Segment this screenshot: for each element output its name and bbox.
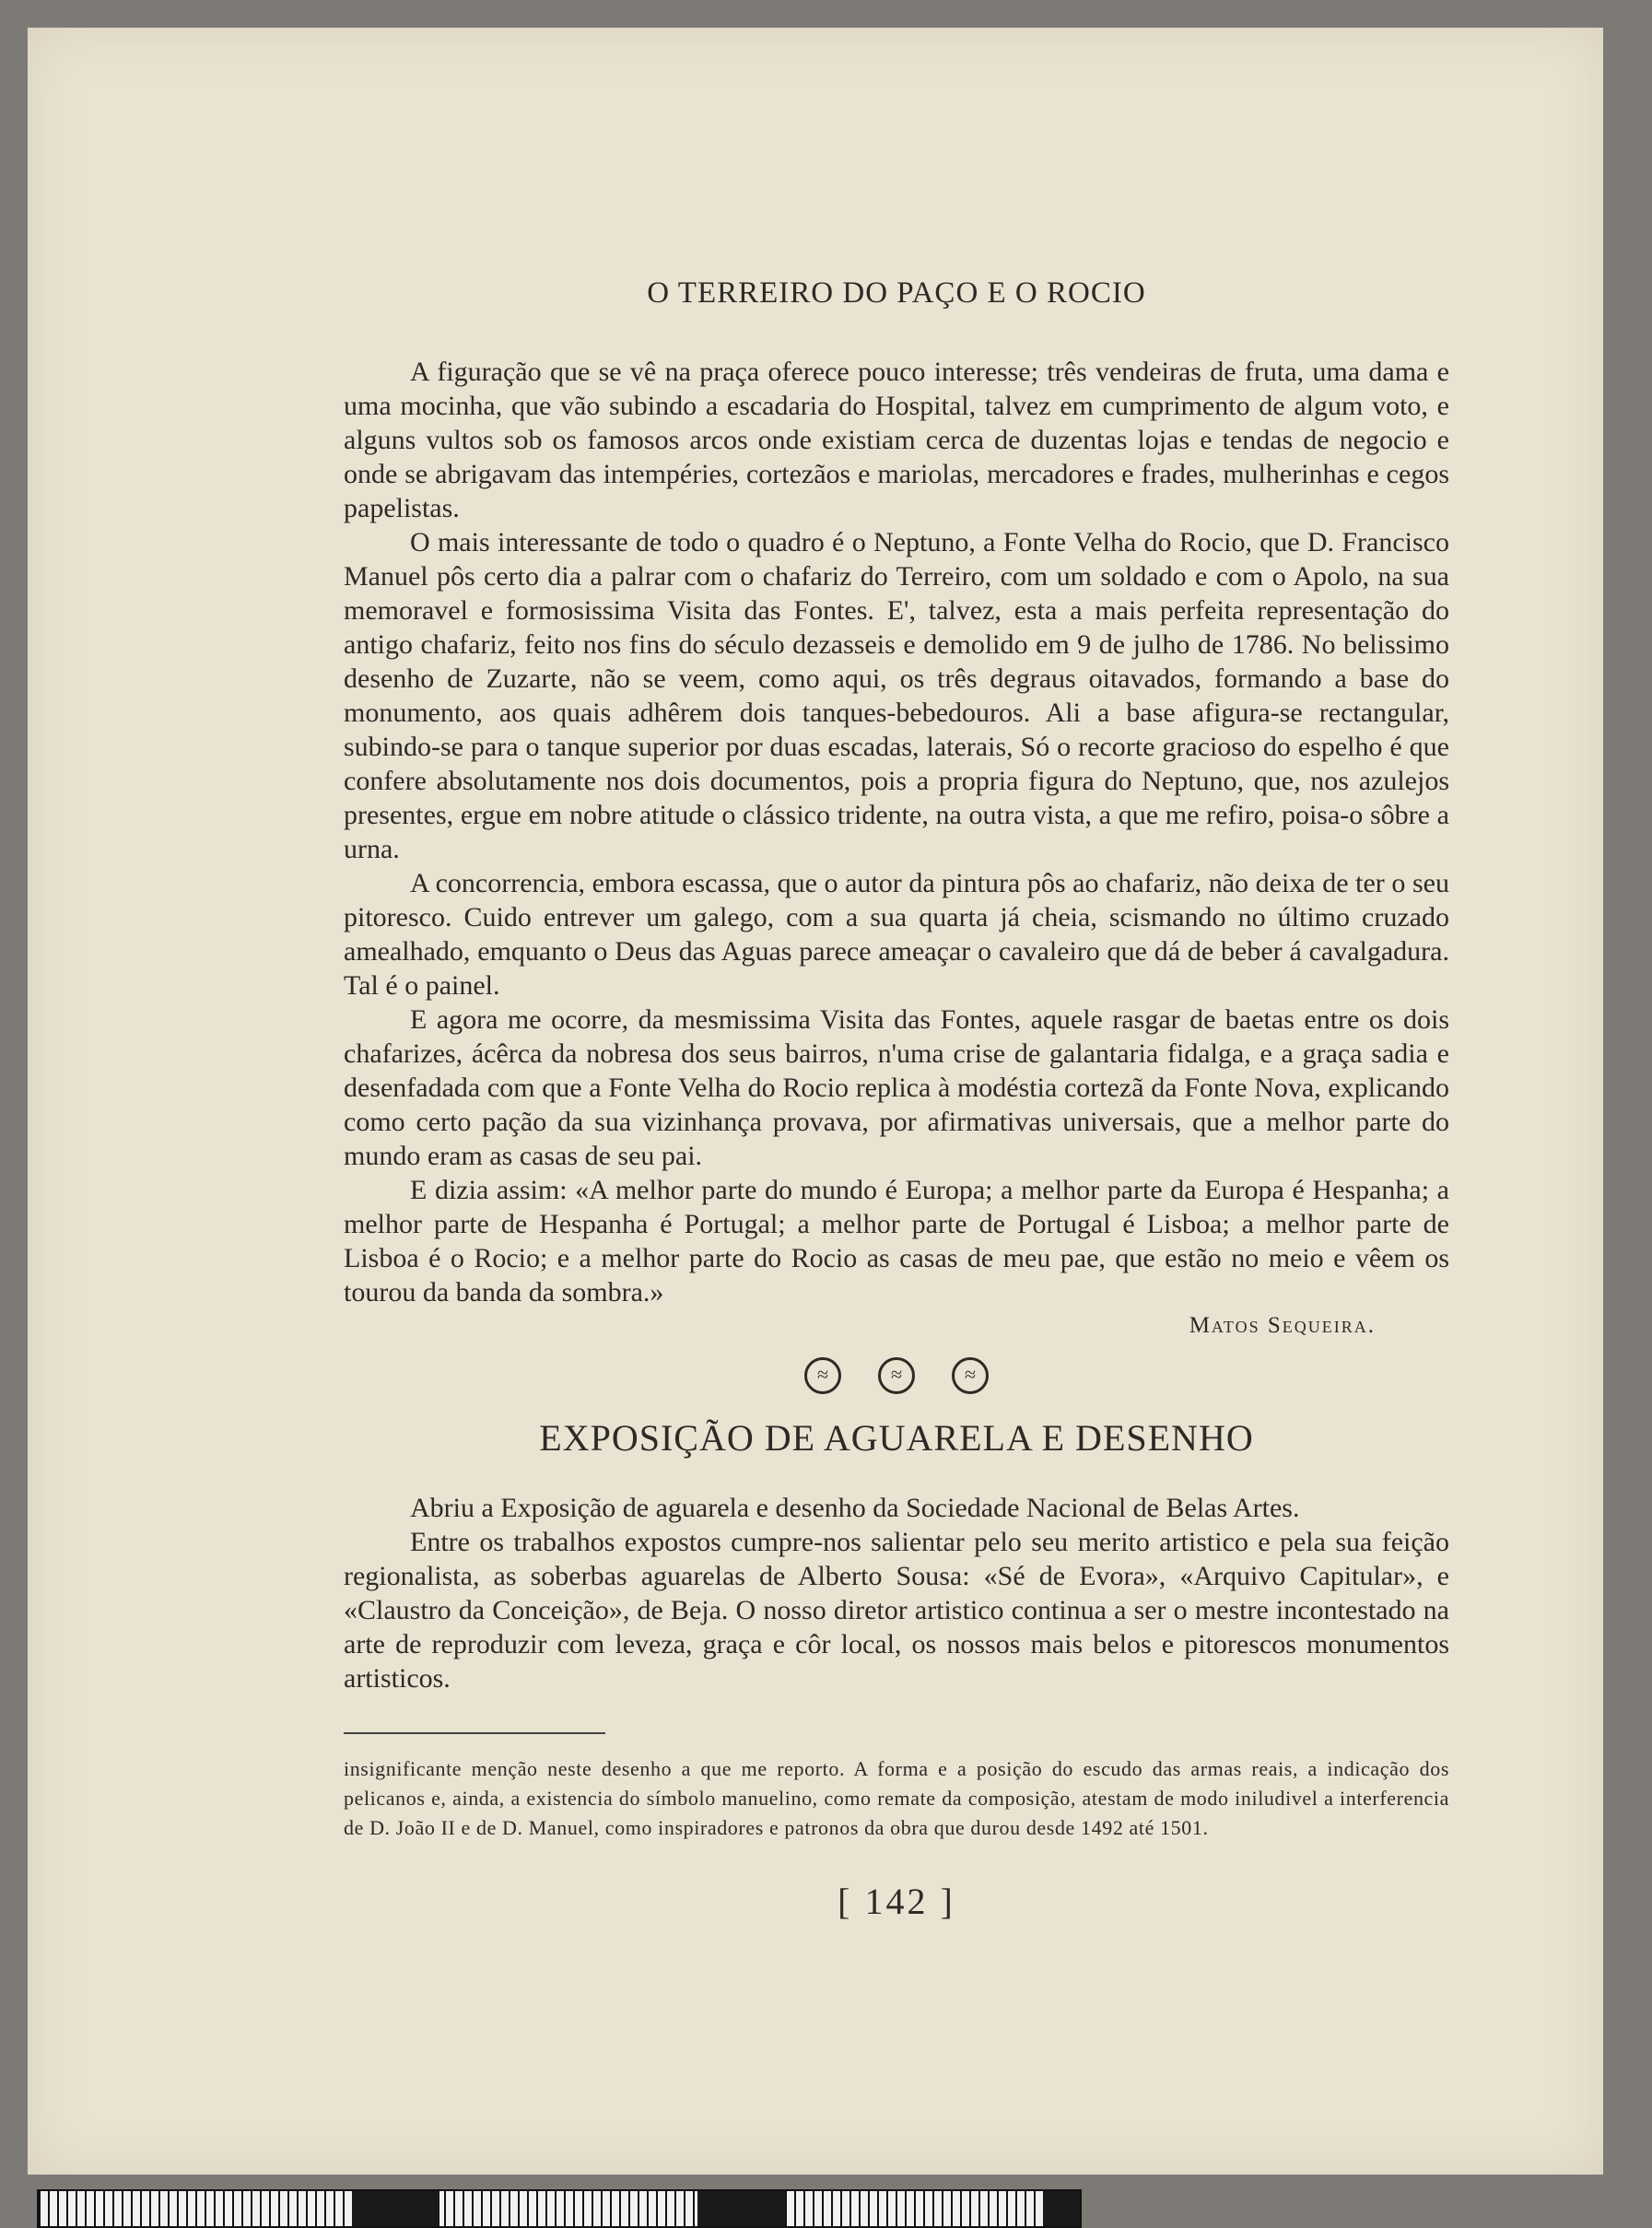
article-title: EXPOSIÇÃO DE AGUARELA E DESENHO: [539, 1417, 1254, 1459]
article-title: O TERREIRO DO PAÇO E O ROCIO: [647, 276, 1146, 310]
ruler-block: [1043, 2191, 1080, 2226]
paper-sheet: [28, 28, 1603, 2175]
footnote-divider: [344, 1732, 605, 1734]
page-number: [ 142 ]: [838, 1881, 955, 1922]
paragraph: E dizia assim: «A melhor parte do mundo é Europa; a melhor parte da Europa é Hespanha; a melhor parte de Hespanha é Portugal; a melhor parte de Portugal é Lisboa; a melhor parte de Lisboa é o Rocio; e a melhor parte do Rocio as casas de meu pae, que estão no meio e vêem os tourou da banda da sombra.»: [344, 1175, 1449, 1307]
ruler-block: [697, 2191, 785, 2226]
ornament-row: [344, 1357, 1449, 1394]
author-signature: Matos Sequeira.: [1189, 1313, 1376, 1338]
paragraph: O mais interessante de todo o quadro é o Neptuno, a Fonte Velha do Rocio, que D. Francisco Manuel pôs certo dia a palrar com o chafariz do Terreiro, com um soldado e com o Apolo, na sua memoravel e formosissima Visita das Fontes. E', talvez, esta a mais perfeita representação do antigo chafariz, feito nos fins do século dezasseis e demolido em 9 de julho de 1786. No belissimo desenho de Zuzarte, não se veem, como aqui, os três degraus oitavados, formando a base do monumento, aos quais adhêrem dois tanques-bebedouros. Ali a base afigura-se rectangular, subindo-se para o tanque superior por duas escadas, laterais, Só o recorte gracioso do espelho é que confere absolutamente nos dois documentos, pois a propria figura do Neptuno, que, nos azulejos presentes, ergue em nobre atitude o clássico tridente, na outra vista, a que me refiro, poisa-o sôbre a urna.: [344, 527, 1449, 864]
footnote: insignificante menção neste desenho a que me reporto. A forma e a posição do escudo das armas reais, a indicação dos pelicanos e, ainda, a existencia do símbolo manuelino, como remate da composição, atestam de modo iniludivel a interferencia de D. João II e de D. Manuel, como inspiradores e patronos da obra que durou desde 1492 até 1501.: [344, 1757, 1449, 1839]
measurement-ruler: [37, 2189, 1082, 2228]
ruler-block: [352, 2191, 439, 2226]
paragraph: Abriu a Exposição de aguarela e desenho da Sociedade Nacional de Belas Artes.: [410, 1493, 1300, 1523]
ornament-icon: ≈: [878, 1357, 915, 1394]
paragraph: A concorrencia, embora escassa, que o autor da pintura pôs ao chafariz, não deixa de ter o seu pitoresco. Cuido entrever um galego, com a sua quarta já cheia, scismando no último cruzado amealhado, emquanto o Deus das Aguas parece ameaçar o cavaleiro que dá de beber á cavalgadura. Tal é o painel.: [344, 868, 1449, 1001]
ornament-icon: ≈: [952, 1357, 989, 1394]
paragraph: A figuração que se vê na praça oferece pouco interesse; três vendeiras de fruta, uma dama e uma mocinha, que vão subindo a escadaria do Hospital, talvez em cumprimento de algum voto, e alguns vultos sob os famosos arcos onde existiam cerca de duzentas lojas e tendas de negocio e onde se abrigavam das intempéries, cortezãos e mariolas, mercadores e frades, mulherinhas e cegos papelistas.: [344, 357, 1449, 523]
page-content: [344, 276, 1449, 1923]
paragraph: E agora me ocorre, da mesmissima Visita das Fontes, aquele rasgar de baetas entre os dois chafarizes, ácêrca da nobresa dos seus bairros, n'uma crise de galantaria fidalga, e a graça sadia e desenfadada com que a Fonte Velha do Rocio replica à modéstia cortezã da Fonte Nova, explicando como certo pação da sua vizinhança provava, por afirmativas universais, que a melhor parte do mundo eram as casas de seu pai.: [344, 1004, 1449, 1171]
ornament-icon: ≈: [804, 1357, 841, 1394]
paragraph: Entre os trabalhos expostos cumpre-nos salientar pelo seu merito artistico e pela sua feição regionalista, as soberbas aguarelas de Alberto Sousa: «Sé de Evora», «Arquivo Capitular», e «Claustro da Conceição», de Beja. O nosso diretor artistico continua a ser o mestre incontestado na arte de reproduzir com leveza, graça e côr local, os nossos mais belos e pitorescos monumentos artisticos.: [344, 1527, 1449, 1694]
